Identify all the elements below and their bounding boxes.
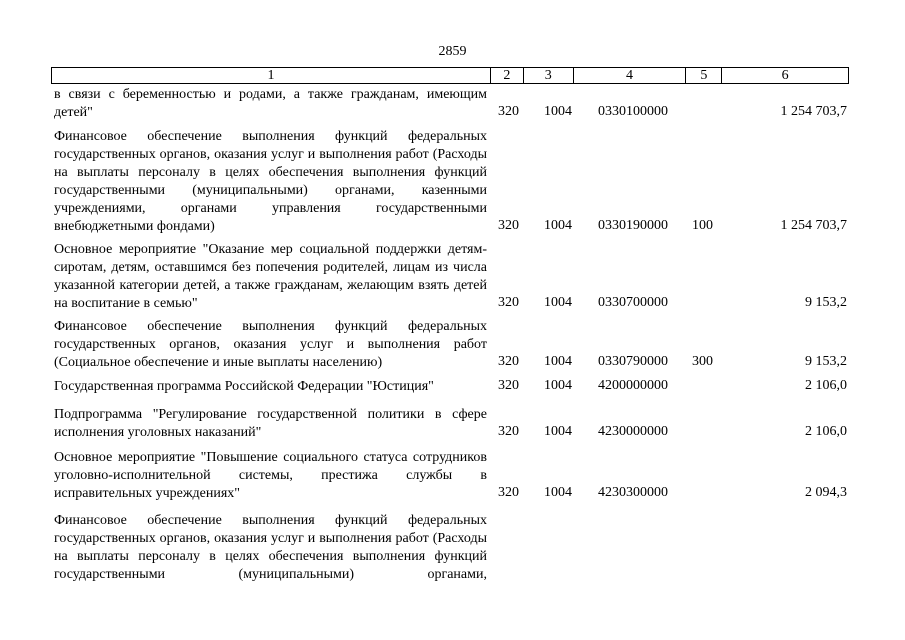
row-col-6: 1 254 703,7 [780, 104, 847, 119]
row-col-4: 4200000000 [598, 378, 668, 393]
row-col-3: 1004 [544, 424, 572, 439]
row-col-4: 0330790000 [598, 354, 668, 369]
page-number: 2859 [438, 44, 467, 59]
row-description: Государственная программа Российской Федерации "Юстиция" [54, 379, 434, 394]
row-description: Финансовое обеспечение выполнения функций федеральных государственных органов, оказания услуг и выполнения работ (Социальное обеспечение и иные выплаты населению) [54, 319, 487, 370]
row-col-2: 320 [498, 485, 519, 500]
row-col-6: 1 254 703,7 [780, 218, 847, 233]
row-col-2: 320 [498, 378, 519, 393]
row-col-2: 320 [498, 295, 519, 310]
row-col-6: 2 094,3 [805, 485, 847, 500]
row-col-4: 0330700000 [598, 295, 668, 310]
row-col-6: 2 106,0 [805, 424, 847, 439]
row-col-6: 9 153,2 [805, 354, 847, 369]
row-description: Подпрограмма "Регулирование государственной политики в сфере исполнения уголовных наказаний" [54, 407, 487, 440]
row-description: Основное мероприятие "Повышение социального статуса сотрудников уголовно-исполнительной системы, престижа службы в исправительных учреждениях" [54, 450, 487, 501]
row-col-3: 1004 [544, 295, 572, 310]
row-description: Основное мероприятие "Оказание мер социальной поддержки детям-сиротам, детям, оставшимся без попечения родителей, лицам из числа указанной категории детей, а также гражданам, желающим взять детей на воспитание в семью" [54, 242, 487, 311]
table-header [51, 67, 849, 84]
row-description: Финансовое обеспечение выполнения функций федеральных государственных органов, оказания услуг и выполнения работ (Расходы на выплаты персоналу в целях обеспечения выполнения функций государственными (муниципальными) органами, казенными учреждениями, органами управления государственными внебюджетными фондами) [54, 129, 487, 234]
header-col-6: 6 [781, 68, 789, 83]
row-col-3: 1004 [544, 378, 572, 393]
row-col-5: 300 [692, 354, 713, 369]
row-col-2: 320 [498, 218, 519, 233]
row-col-2: 320 [498, 104, 519, 119]
row-description: Финансовое обеспечение выполнения функций федеральных государственных органов, оказания услуг и выполнения работ (Расходы на выплаты персоналу в целях обеспечения выполнения функций государственными (муниципальными) органами, [54, 513, 487, 582]
header-col-2: 2 [491, 68, 524, 83]
row-col-2: 320 [498, 424, 519, 439]
row-col-2: 320 [498, 354, 519, 369]
row-col-6: 2 106,0 [805, 378, 847, 393]
header-col-5: 5 [686, 68, 722, 83]
row-description: в связи с беременностью и родами, а также гражданам, имеющим детей" [54, 87, 487, 120]
row-col-4: 0330190000 [598, 218, 668, 233]
row-col-6: 9 153,2 [805, 295, 847, 310]
row-col-4: 4230300000 [598, 485, 668, 500]
row-col-4: 0330100000 [598, 104, 668, 119]
row-col-3: 1004 [544, 485, 572, 500]
row-col-4: 4230000000 [598, 424, 668, 439]
row-col-3: 1004 [544, 104, 572, 119]
row-col-3: 1004 [544, 218, 572, 233]
row-col-3: 1004 [544, 354, 572, 369]
header-col-4: 4 [574, 68, 687, 83]
header-col-3: 3 [524, 68, 574, 83]
header-col-1: 1 [52, 68, 491, 83]
row-col-5: 100 [692, 218, 713, 233]
